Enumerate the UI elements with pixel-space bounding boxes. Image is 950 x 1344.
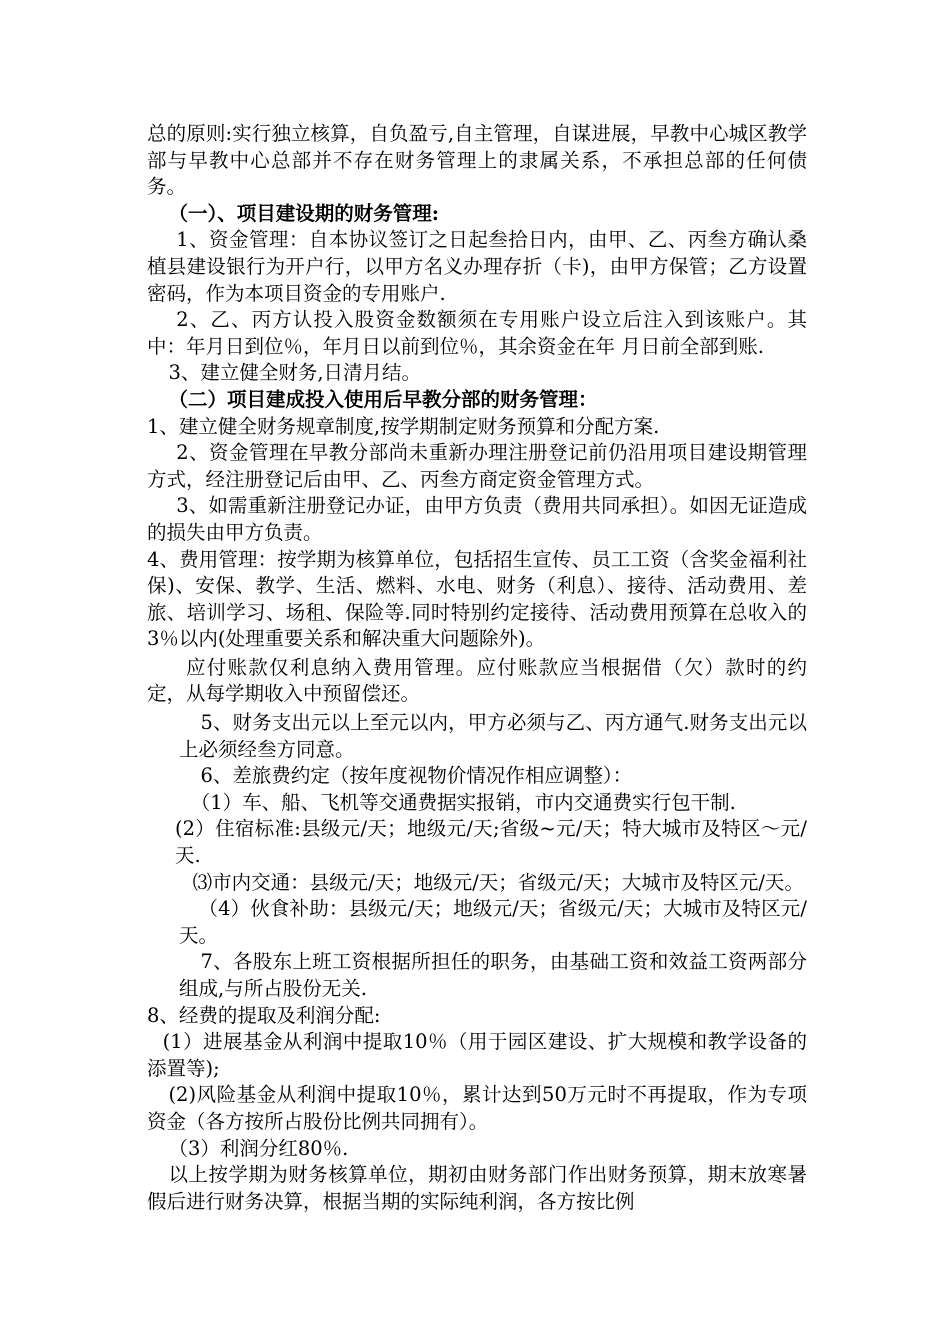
list-item-meal-allowance: （4）伙食补助：县级元/天；地级元/天；省级元/天；大城市及特区元/天。 bbox=[179, 897, 807, 947]
paragraph-accounts-payable: 应付账款仅利息纳入费用管理。应付账款应当根据借（欠）款时的约定，从每学期收入中预留偿还。 bbox=[147, 655, 807, 706]
paragraph-general-principle: 总的原则:实行独立核算，自负盈亏,自主管理，自谋进展，早教中心城区教学部与早教中心总部并不存在财务管理上的隶属关系，不承担总部的任何债务。 bbox=[147, 122, 807, 199]
list-item-dividend: （3）利润分红80％. bbox=[168, 1136, 349, 1160]
paragraph-travel-expense-terms: 6、差旅费约定（按年度视物价情况作相应调整）： bbox=[200, 764, 633, 788]
paragraph-expenditure-approval: 5、财务支出元以上至元以内，甲方必须与乙、丙方通气.财务支出元以上必须经叁方同意。 bbox=[179, 711, 807, 761]
paragraph-expense-management: 4、费用管理：按学期为核算单位，包括招生宣传、员工工资（含奖金福利社保)、安保、教学、生活、燃料、水电、财务（利息）、接待、活动费用、差旅、培训学习、场租、保险等.同时特别约定接待、活动费用预算在总收入的3％以内(处理重要关系和解决重大问题除外)。 bbox=[147, 547, 807, 651]
paragraph-finance-system: 3、建立健全财务,日清月结。 bbox=[168, 361, 422, 385]
list-item-local-transport: ⑶市内交通：县级元/天；地级元/天；省级元/天；大城市及特区元/天。 bbox=[192, 870, 804, 894]
paragraph-finance-rules: 1、建立健全财务规章制度,按学期制定财务预算和分配方案. bbox=[147, 414, 660, 438]
paragraph-fund-management-continued: 2、资金管理在早教分部尚未重新办理注册登记前仍沿用项目建设期管理方式，经注册登记后由甲、乙、丙叁方商定资金管理方式。 bbox=[147, 441, 807, 491]
section-heading-operation-period: （二）项目建成投入使用后早教分部的财务管理： bbox=[168, 387, 598, 411]
paragraph-fund-management: 1、资金管理：自本协议签订之日起叁拾日内，由甲、乙、丙叁方确认桑植县建设银行为开户行，以甲方名义办理存折（卡)，由甲方保管；乙方设置密码，作为本项目资金的专用账户. bbox=[147, 228, 807, 305]
section-heading-construction-period: （一）、项目建设期的财务管理: bbox=[168, 201, 439, 225]
paragraph-registration: 3、如需重新注册登记办证，由甲方负责（费用共同承担）。如因无证造成的损失由甲方负责。 bbox=[147, 494, 807, 544]
paragraph-capital-injection: 2、乙、丙方认投入股资金数额须在专用账户设立后注入到该账户。其中：年月日到位％，年月日以前到位％，其余资金在年 月日前全部到账. bbox=[147, 308, 807, 358]
paragraph-accounting-unit: 以上按学期为财务核算单位，期初由财务部门作出财务预算，期末放寒暑假后进行财务决算，根据当期的实际纯利润，各方按比例 bbox=[147, 1163, 807, 1213]
list-item-risk-fund: (2)风险基金从利润中提取10％，累计达到50万元时不再提取，作为专项资金（各方按所占股份比例共同拥有）。 bbox=[147, 1083, 807, 1133]
paragraph-profit-distribution: 8、经费的提取及利润分配: bbox=[147, 1003, 381, 1027]
list-item-accommodation: (2）住宿标准:县级元/天；地级元/天;省级~元/天；特大城市及特区～元/天. bbox=[175, 817, 807, 868]
paragraph-shareholder-salary: 7、各股东上班工资根据所担任的职务，由基础工资和效益工资两部分组成,与所占股份无关. bbox=[179, 950, 807, 1000]
travel-expense-block bbox=[147, 710, 807, 1003]
document-body bbox=[147, 121, 807, 1215]
list-item-transport: （1）车、船、飞机等交通费据实报销，市内交通费实行包干制. bbox=[190, 790, 736, 814]
list-item-development-fund: (1）进展基金从利润中提取10％（用于园区建设、扩大规模和教学设备的添置等); bbox=[147, 1030, 807, 1080]
